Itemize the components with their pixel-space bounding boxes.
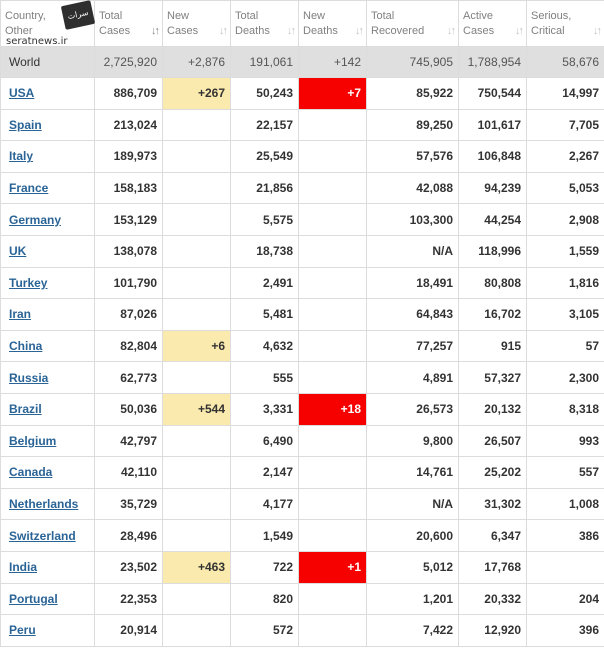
new-cases-cell: +544 xyxy=(163,393,231,425)
active-cases-cell: 915 xyxy=(459,330,527,362)
serious-critical-cell: 204 xyxy=(527,583,604,615)
active-cases-cell: 20,132 xyxy=(459,393,527,425)
total-deaths-cell: 5,575 xyxy=(231,204,299,236)
serious-critical-cell: 2,908 xyxy=(527,204,604,236)
table-body xyxy=(1,47,604,647)
total-deaths-cell: 4,632 xyxy=(231,330,299,362)
total-recovered-cell: 42,088 xyxy=(367,172,459,204)
country-cell[interactable] xyxy=(1,615,95,647)
country-link[interactable]: India xyxy=(9,560,38,575)
total-deaths-cell: 572 xyxy=(231,615,299,647)
country-link[interactable]: China xyxy=(9,339,43,354)
serious-critical-cell xyxy=(527,551,604,583)
column-header-country[interactable] xyxy=(1,1,95,47)
new-deaths-cell xyxy=(299,425,367,457)
country-link[interactable]: Spain xyxy=(9,117,42,132)
table-row xyxy=(1,362,604,394)
table-row xyxy=(1,299,604,331)
total-recovered-cell: 85,922 xyxy=(367,78,459,110)
new-deaths-cell xyxy=(299,267,367,299)
table-row xyxy=(1,267,604,299)
country-cell[interactable] xyxy=(1,109,95,141)
new-cases-cell: +463 xyxy=(163,551,231,583)
serious-critical-cell: 1,559 xyxy=(527,235,604,267)
country-cell[interactable] xyxy=(1,362,95,394)
active-cases-cell: 750,544 xyxy=(459,78,527,110)
table-row xyxy=(1,78,604,110)
table-row xyxy=(1,583,604,615)
total-recovered-cell: N/A xyxy=(367,488,459,520)
sort-arrows-icon[interactable]: ↓↑ xyxy=(287,25,294,37)
total-cases-cell: 158,183 xyxy=(95,172,163,204)
serious-critical-cell: 993 xyxy=(527,425,604,457)
total-cases-cell: 189,973 xyxy=(95,141,163,173)
active-cases-cell: 57,327 xyxy=(459,362,527,394)
total-deaths-cell: 18,738 xyxy=(231,235,299,267)
total-deaths-cell: 2,491 xyxy=(231,267,299,299)
total-cases-cell: 42,110 xyxy=(95,457,163,489)
serious-critical-cell: 2,300 xyxy=(527,362,604,394)
new-deaths-cell xyxy=(299,235,367,267)
serious-critical-cell: 5,053 xyxy=(527,172,604,204)
country-link[interactable]: France xyxy=(9,181,49,196)
serious-critical-cell: 3,105 xyxy=(527,299,604,331)
total-cases-cell: 22,353 xyxy=(95,583,163,615)
country-link[interactable]: Netherlands xyxy=(9,497,79,512)
new-deaths-cell xyxy=(299,457,367,489)
total-deaths-cell: 22,157 xyxy=(231,109,299,141)
column-header-label: Cases xyxy=(99,25,131,37)
total-recovered-cell: 5,012 xyxy=(367,551,459,583)
sort-arrows-icon[interactable]: ↓↑ xyxy=(219,25,226,37)
country-cell[interactable] xyxy=(1,393,95,425)
new-deaths-cell xyxy=(299,520,367,552)
new-cases-cell xyxy=(163,615,231,647)
total-recovered-cell: 14,761 xyxy=(367,457,459,489)
country-link[interactable]: Canada xyxy=(9,465,53,480)
column-header-label: New xyxy=(303,10,326,22)
column-header-label: Deaths xyxy=(235,25,270,37)
active-cases-cell: 106,848 xyxy=(459,141,527,173)
country-cell[interactable] xyxy=(1,235,95,267)
new-cases-cell xyxy=(163,425,231,457)
column-header-label: Serious, xyxy=(531,10,572,22)
country-link[interactable]: Switzerland xyxy=(9,528,76,543)
new-cases-cell xyxy=(163,204,231,236)
total-cases-cell: 153,129 xyxy=(95,204,163,236)
country-cell[interactable] xyxy=(1,267,95,299)
serious-critical-cell: 8,318 xyxy=(527,393,604,425)
new-cases-cell xyxy=(163,172,231,204)
new-cases-cell xyxy=(163,235,231,267)
column-header-label: New xyxy=(167,10,190,22)
column-header-label: Total xyxy=(235,10,259,22)
serious-critical-cell: 386 xyxy=(527,520,604,552)
sort-arrows-icon[interactable]: ↓↑ xyxy=(151,25,158,37)
active-cases-cell: 17,768 xyxy=(459,551,527,583)
country-cell[interactable] xyxy=(1,141,95,173)
new-cases-cell xyxy=(163,267,231,299)
new-deaths-cell xyxy=(299,583,367,615)
new-deaths-cell xyxy=(299,362,367,394)
column-header-label: Country, xyxy=(5,10,46,22)
country-link[interactable]: Peru xyxy=(9,623,36,638)
column-header-active-cases[interactable] xyxy=(459,1,527,47)
total-cases-cell: 101,790 xyxy=(95,267,163,299)
serious-critical-cell: 1,008 xyxy=(527,488,604,520)
sort-arrows-icon[interactable]: ↓↑ xyxy=(355,25,362,37)
table-row xyxy=(1,330,604,362)
country-link[interactable]: Iran xyxy=(9,307,32,322)
serious-critical-cell: 7,705 xyxy=(527,109,604,141)
total-deaths-cell: 820 xyxy=(231,583,299,615)
new-cases-cell xyxy=(163,583,231,615)
column-header-label: Cases xyxy=(463,25,495,37)
new-cases-cell xyxy=(163,488,231,520)
table-row xyxy=(1,615,604,647)
new-deaths-cell xyxy=(299,172,367,204)
active-cases-cell: 80,808 xyxy=(459,267,527,299)
total-cases-cell: 2,725,920 xyxy=(95,47,163,78)
country-cell[interactable] xyxy=(1,78,95,110)
country-cell[interactable] xyxy=(1,551,95,583)
total-cases-cell: 35,729 xyxy=(95,488,163,520)
table-row xyxy=(1,393,604,425)
country-link[interactable]: UK xyxy=(9,244,27,259)
total-deaths-cell: 191,061 xyxy=(231,47,299,78)
table-row xyxy=(1,235,604,267)
watermark-logo: سرات xyxy=(61,0,95,30)
country-link[interactable]: Turkey xyxy=(9,275,48,290)
total-cases-cell: 138,078 xyxy=(95,235,163,267)
country-link[interactable]: Italy xyxy=(9,149,34,164)
country-cell: World xyxy=(1,47,95,78)
world-total-row xyxy=(1,47,604,78)
country-cell[interactable] xyxy=(1,172,95,204)
total-deaths-cell: 722 xyxy=(231,551,299,583)
new-deaths-cell xyxy=(299,141,367,173)
new-cases-cell xyxy=(163,362,231,394)
active-cases-cell: 94,239 xyxy=(459,172,527,204)
table-row xyxy=(1,488,604,520)
active-cases-cell: 1,788,954 xyxy=(459,47,527,78)
new-deaths-cell: +142 xyxy=(299,47,367,78)
active-cases-cell: 31,302 xyxy=(459,488,527,520)
active-cases-cell: 44,254 xyxy=(459,204,527,236)
total-cases-cell: 87,026 xyxy=(95,299,163,331)
column-header-label: Deaths xyxy=(303,25,338,37)
total-recovered-cell: 20,600 xyxy=(367,520,459,552)
table-row xyxy=(1,141,604,173)
column-header-label: Critical xyxy=(531,25,565,37)
active-cases-cell: 25,202 xyxy=(459,457,527,489)
sort-arrows-icon[interactable]: ↓↑ xyxy=(515,25,522,37)
total-deaths-cell: 25,549 xyxy=(231,141,299,173)
active-cases-cell: 26,507 xyxy=(459,425,527,457)
country-cell[interactable] xyxy=(1,457,95,489)
new-deaths-cell xyxy=(299,109,367,141)
active-cases-cell: 101,617 xyxy=(459,109,527,141)
new-cases-cell xyxy=(163,457,231,489)
column-header-label: Active xyxy=(463,10,493,22)
table-row xyxy=(1,109,604,141)
country-cell[interactable] xyxy=(1,204,95,236)
new-cases-cell xyxy=(163,109,231,141)
table-header xyxy=(1,1,604,47)
serious-critical-cell: 2,267 xyxy=(527,141,604,173)
active-cases-cell: 6,347 xyxy=(459,520,527,552)
column-header-new-deaths[interactable] xyxy=(299,1,367,47)
new-deaths-cell xyxy=(299,488,367,520)
total-cases-cell: 23,502 xyxy=(95,551,163,583)
header-row xyxy=(1,1,604,47)
column-header-label: Cases xyxy=(167,25,199,37)
column-header-label: Total xyxy=(371,10,395,22)
country-cell[interactable] xyxy=(1,425,95,457)
serious-critical-cell: 58,676 xyxy=(527,47,604,78)
column-header-label: Recovered xyxy=(371,25,425,37)
country-link[interactable]: Portugal xyxy=(9,591,58,606)
active-cases-cell: 16,702 xyxy=(459,299,527,331)
total-cases-cell: 20,914 xyxy=(95,615,163,647)
total-recovered-cell: 77,257 xyxy=(367,330,459,362)
new-deaths-cell: +7 xyxy=(299,78,367,110)
total-recovered-cell: 57,576 xyxy=(367,141,459,173)
country-cell[interactable] xyxy=(1,330,95,362)
total-deaths-cell: 6,490 xyxy=(231,425,299,457)
column-header-label: Total xyxy=(99,10,123,22)
new-deaths-cell xyxy=(299,330,367,362)
new-deaths-cell xyxy=(299,204,367,236)
total-cases-cell: 28,496 xyxy=(95,520,163,552)
column-header-serious-critical[interactable] xyxy=(527,1,604,47)
new-deaths-cell xyxy=(299,615,367,647)
total-recovered-cell: 64,843 xyxy=(367,299,459,331)
table-row xyxy=(1,172,604,204)
new-cases-cell: +2,876 xyxy=(163,47,231,78)
column-header-total-cases[interactable] xyxy=(95,1,163,47)
country-cell[interactable] xyxy=(1,488,95,520)
total-cases-cell: 213,024 xyxy=(95,109,163,141)
column-header-new-cases[interactable] xyxy=(163,1,231,47)
serious-critical-cell: 557 xyxy=(527,457,604,489)
new-cases-cell xyxy=(163,520,231,552)
table-row xyxy=(1,204,604,236)
total-deaths-cell: 1,549 xyxy=(231,520,299,552)
total-deaths-cell: 50,243 xyxy=(231,78,299,110)
serious-critical-cell: 57 xyxy=(527,330,604,362)
total-recovered-cell: N/A xyxy=(367,235,459,267)
total-deaths-cell: 2,147 xyxy=(231,457,299,489)
new-cases-cell: +267 xyxy=(163,78,231,110)
total-cases-cell: 50,036 xyxy=(95,393,163,425)
active-cases-cell: 20,332 xyxy=(459,583,527,615)
total-recovered-cell: 89,250 xyxy=(367,109,459,141)
country-link[interactable]: Belgium xyxy=(9,433,57,448)
column-header-total-deaths[interactable] xyxy=(231,1,299,47)
total-recovered-cell: 7,422 xyxy=(367,615,459,647)
total-recovered-cell: 9,800 xyxy=(367,425,459,457)
table-row xyxy=(1,551,604,583)
country-cell[interactable] xyxy=(1,583,95,615)
country-link[interactable]: Brazil xyxy=(9,402,42,417)
country-cell[interactable] xyxy=(1,299,95,331)
column-header-total-recovered[interactable] xyxy=(367,1,459,47)
country-link[interactable]: Germany xyxy=(9,212,62,227)
country-link[interactable]: Russia xyxy=(9,370,49,385)
watermark-site-text: seratnews.ir xyxy=(6,36,68,47)
total-recovered-cell: 745,905 xyxy=(367,47,459,78)
total-cases-cell: 886,709 xyxy=(95,78,163,110)
total-cases-cell: 82,804 xyxy=(95,330,163,362)
new-cases-cell xyxy=(163,299,231,331)
sort-arrows-icon[interactable]: ↓↑ xyxy=(593,25,600,37)
table-row xyxy=(1,520,604,552)
total-cases-cell: 62,773 xyxy=(95,362,163,394)
total-deaths-cell: 21,856 xyxy=(231,172,299,204)
total-deaths-cell: 555 xyxy=(231,362,299,394)
active-cases-cell: 118,996 xyxy=(459,235,527,267)
serious-critical-cell: 396 xyxy=(527,615,604,647)
serious-critical-cell: 14,997 xyxy=(527,78,604,110)
serious-critical-cell: 1,816 xyxy=(527,267,604,299)
total-recovered-cell: 4,891 xyxy=(367,362,459,394)
total-recovered-cell: 103,300 xyxy=(367,204,459,236)
table-row xyxy=(1,425,604,457)
active-cases-cell: 12,920 xyxy=(459,615,527,647)
total-deaths-cell: 3,331 xyxy=(231,393,299,425)
total-deaths-cell: 5,481 xyxy=(231,299,299,331)
total-recovered-cell: 26,573 xyxy=(367,393,459,425)
total-deaths-cell: 4,177 xyxy=(231,488,299,520)
table-row xyxy=(1,457,604,489)
column-header-label: Other xyxy=(5,25,33,37)
total-recovered-cell: 18,491 xyxy=(367,267,459,299)
new-deaths-cell xyxy=(299,299,367,331)
country-cell[interactable] xyxy=(1,520,95,552)
total-cases-cell: 42,797 xyxy=(95,425,163,457)
total-recovered-cell: 1,201 xyxy=(367,583,459,615)
new-cases-cell xyxy=(163,141,231,173)
new-deaths-cell: +1 xyxy=(299,551,367,583)
sort-arrows-icon[interactable]: ↓↑ xyxy=(447,25,454,37)
country-link[interactable]: USA xyxy=(9,86,35,101)
new-deaths-cell: +18 xyxy=(299,393,367,425)
new-cases-cell: +6 xyxy=(163,330,231,362)
